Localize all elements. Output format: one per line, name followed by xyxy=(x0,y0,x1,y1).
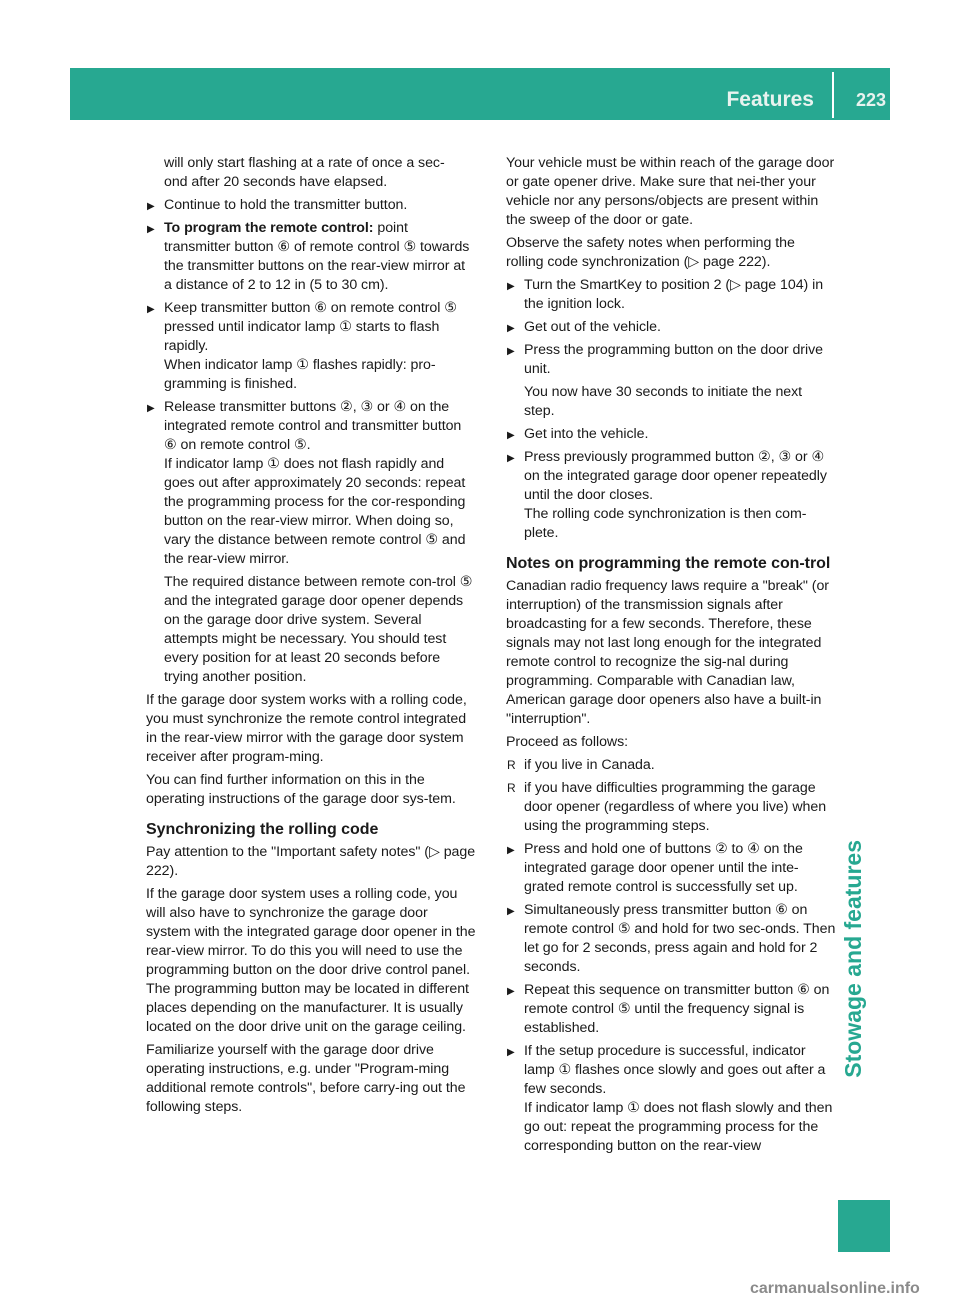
header-divider xyxy=(832,72,834,118)
paragraph: If the garage door system works with a rolling code, you must synchronize the remote control integrated in the rear-view mirror with the garage door system receiver after program-ming. xyxy=(146,692,467,765)
arrow-icon xyxy=(507,981,515,1001)
paragraph: Familiarize yourself with the garage door drive operating instructions, e.g. under "Program-ming additional remote controls", before carry-ing out the following steps. xyxy=(146,1042,466,1115)
paragraph: Pay attention to the "Important safety notes" (▷ page 222). xyxy=(146,844,476,879)
paragraph: will only start flashing at a rate of once a sec- ond after 20 seconds have elapsed. xyxy=(164,155,445,190)
page-number: 223 xyxy=(855,90,886,110)
chapter-tab-block xyxy=(838,1200,890,1252)
chapter-tab-label: Stowage and features xyxy=(840,840,866,1078)
instruction-step: ▶ Release transmitter buttons ②, ③ or ④ on the integrated remote control and transmitter button ⑥ on remote control ⑤. If indicator lamp ① does not flash rapidly and goes out after approximately 20 seconds: repeat the programming process for the cor-responding button on the rear-view mirror. When doing so, vary the distance between remote control ⑤ and the rear-view mirror. The required distance between remote con-trol ⑤ and the integrated garage door opener depends on the garage door drive system. Several attempts might be necessary. You should test every position for at least 20 seconds before trying another position. xyxy=(146,398,476,687)
arrow-icon xyxy=(507,276,515,296)
section-heading: Synchronizing the rolling code xyxy=(146,821,379,838)
arrow-icon xyxy=(507,341,515,361)
left-column xyxy=(146,154,476,1121)
arrow-icon xyxy=(507,840,515,860)
instruction-step: ▶ Simultaneously press transmitter button ⑥ on remote control ⑤ and hold for two sec-onds. Then let go for 2 seconds, press again and hold for 2 seconds. xyxy=(506,901,836,977)
instruction-step: ▶ Keep transmitter button ⑥ on remote control ⑤ pressed until indicator lamp ① starts to flash rapidly. When indicator lamp ① flashes rapidly: pro-gramming is finished. xyxy=(146,299,476,394)
arrow-icon xyxy=(507,448,515,468)
instruction-step: ▶ Press previously programmed button ②, ③ or ④ on the integrated garage door opener repeatedly until the door closes. The rolling code synchronization is then com-plete. xyxy=(506,448,836,543)
paragraph: You can find further information on this in the operating instructions of the garage door sys-tem. xyxy=(146,772,456,807)
bullet-icon xyxy=(507,779,516,798)
bullet-icon xyxy=(507,756,516,775)
paragraph: Observe the safety notes when performing the rolling code synchronization (▷ page 222). xyxy=(506,235,795,270)
instruction-step: ▶ Get into the vehicle. xyxy=(506,425,836,444)
bullet-item: R if you have difficulties programming the garage door opener (regardless of where you live) when using the programming steps. xyxy=(506,779,836,836)
instruction-step: ▶ Get out of the vehicle. xyxy=(506,318,836,337)
paragraph: If the garage door system uses a rolling code, you will also have to synchronize the garage door system with the integrated garage door opener in the rear-view mirror. To do this you will need to use the programming button on the door drive control panel. The programming button may be located in different places depending on the manufacturer. It is usually located on the door drive unit on the garage ceiling. xyxy=(146,886,476,1035)
arrow-icon xyxy=(507,318,515,338)
arrow-icon xyxy=(507,425,515,445)
instruction-step: ▶ Press the programming button on the door drive unit. You now have 30 seconds to initiate the next step. xyxy=(506,341,836,421)
paragraph: Canadian radio frequency laws require a "break" (or interruption) of the transmission signals after broadcasting for a few seconds. Therefore, these signals may not last long enough for the integrated remote control to recognize the sig-nal during programming. Comparable with Canadian law, American garage door openers also have a built-in "interruption". xyxy=(506,578,829,727)
instruction-step: ▶ If the setup procedure is successful, indicator lamp ① flashes once slowly and goes out after a few seconds. If indicator lamp ① does not flash slowly and then go out: repeat the programming process for the corresponding button on the rear-view xyxy=(506,1042,836,1156)
paragraph: Proceed as follows: xyxy=(506,734,629,750)
instruction-step: ▶ Turn the SmartKey to position 2 (▷ page 104) in the ignition lock. xyxy=(506,276,836,314)
right-column xyxy=(506,154,836,1160)
section-title: Features xyxy=(726,88,814,111)
header-bar xyxy=(70,68,890,120)
paragraph: Your vehicle must be within reach of the garage door or gate opener drive. Make sure that nei-ther your vehicle nor any persons/objects are present within the sweep of the door or gate. xyxy=(506,155,835,228)
instruction-step: ▶ Repeat this sequence on transmitter button ⑥ on remote control ⑤ until the frequency signal is established. xyxy=(506,981,836,1038)
bullet-item: R if you live in Canada. xyxy=(506,756,836,775)
arrow-icon xyxy=(147,196,155,216)
section-heading: Notes on programming the remote con-trol xyxy=(506,555,831,572)
instruction-step: ▶ Press and hold one of buttons ② to ④ on the integrated garage door opener until the inte-grated remote control is successfully set up. xyxy=(506,840,836,897)
arrow-icon xyxy=(147,219,155,239)
watermark: carmanualsonline.info xyxy=(750,1280,920,1297)
instruction-step: ▶ Continue to hold the transmitter button. xyxy=(146,196,476,215)
arrow-icon xyxy=(147,299,155,319)
arrow-icon xyxy=(147,398,155,418)
instruction-step: ▶ To program the remote control: point transmitter button ⑥ of remote control ⑤ towards the transmitter buttons on the rear-view mirror at a distance of 2 to 12 in (5 to 30 cm). xyxy=(146,219,476,295)
arrow-icon xyxy=(507,1042,515,1062)
arrow-icon xyxy=(507,901,515,921)
